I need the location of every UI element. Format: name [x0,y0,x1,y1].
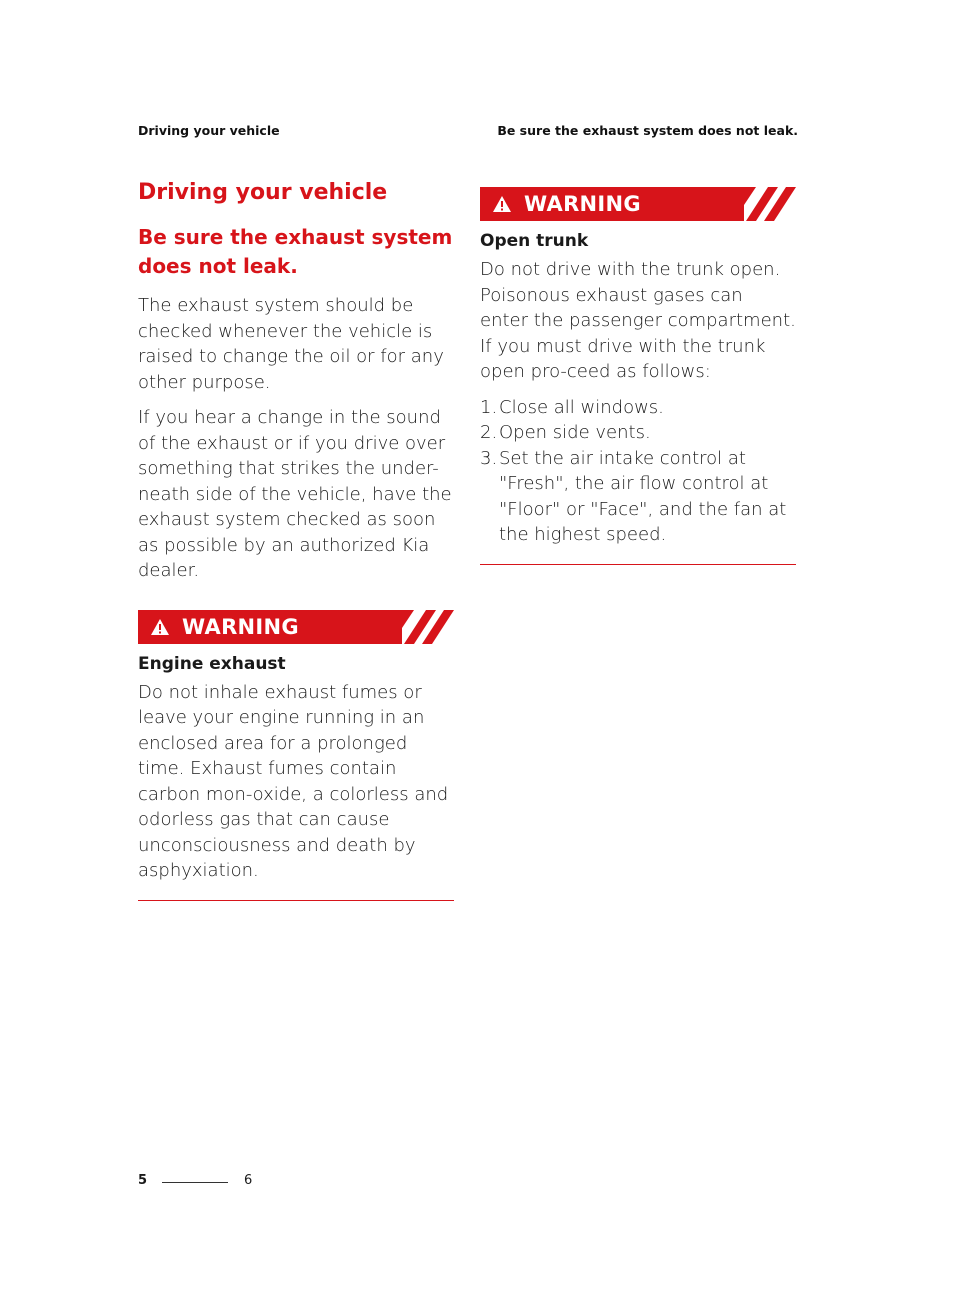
warning-triangle-icon [150,618,170,636]
step-number: 3. [480,447,498,469]
warning-text: Do not inhale exhaust fumes or leave your engine running in an enclosed area for a prolonged time. Exhaust fumes contain carbon mon-oxide, a colorless and odorless gas that can cause unconsciousness and death by asphyxiation. [138,681,449,881]
warning-triangle-icon [492,195,512,213]
step-text: Open side vents. [499,422,651,443]
running-header-left: Driving your vehicle [138,123,280,138]
warning-end-rule [138,900,454,901]
warning-label: WARNING [524,192,641,216]
right-column [480,187,796,565]
section-number: 5 [138,1173,148,1188]
page-number: 6 [244,1173,253,1188]
step-number: 1. [480,396,498,418]
step-text: Set the air intake control at "Fresh", the air flow control at "Floor" or "Face", and the fan at the highest speed. [499,447,787,545]
body-paragraph: The exhaust system should be checked whenever the vehicle is raised to change the oil or for any other purpose. [138,295,444,393]
list-item [480,420,796,446]
subsection-title-line1: Be sure the exhaust system [138,225,453,249]
warning-slashes-decoration [744,187,796,221]
left-column [138,180,454,901]
footer-divider [162,1182,228,1183]
list-item [480,446,796,548]
warning-heading: Engine exhaust [138,653,286,674]
warning-heading: Open trunk [480,231,589,251]
warning-text: Do not drive with the trunk open. Poisonous exhaust gases can enter the passenger compartment. If you must drive with the trunk open pro-ceed as follows: [480,259,796,382]
subsection-title [138,223,454,281]
steps-list [480,395,796,548]
step-number: 2. [480,422,498,443]
warning-label: WARNING [182,614,299,639]
list-item [480,395,796,421]
warning-slashes-decoration [402,610,454,644]
warning-banner [480,187,796,221]
subsection-title-line2: does not leak. [138,254,298,278]
body-paragraph: If you hear a change in the sound of the exhaust or if you drive over something that strikes the under-neath side of the vehicle, have the exhaust system checked as soon as possible by an authorized Kia dealer. [138,407,452,581]
running-header-right: Be sure the exhaust system does not leak. [497,123,798,138]
warning-end-rule [480,564,796,565]
section-title: Driving your vehicle [138,180,388,205]
step-text: Close all windows. [499,396,664,418]
warning-banner [138,610,454,644]
